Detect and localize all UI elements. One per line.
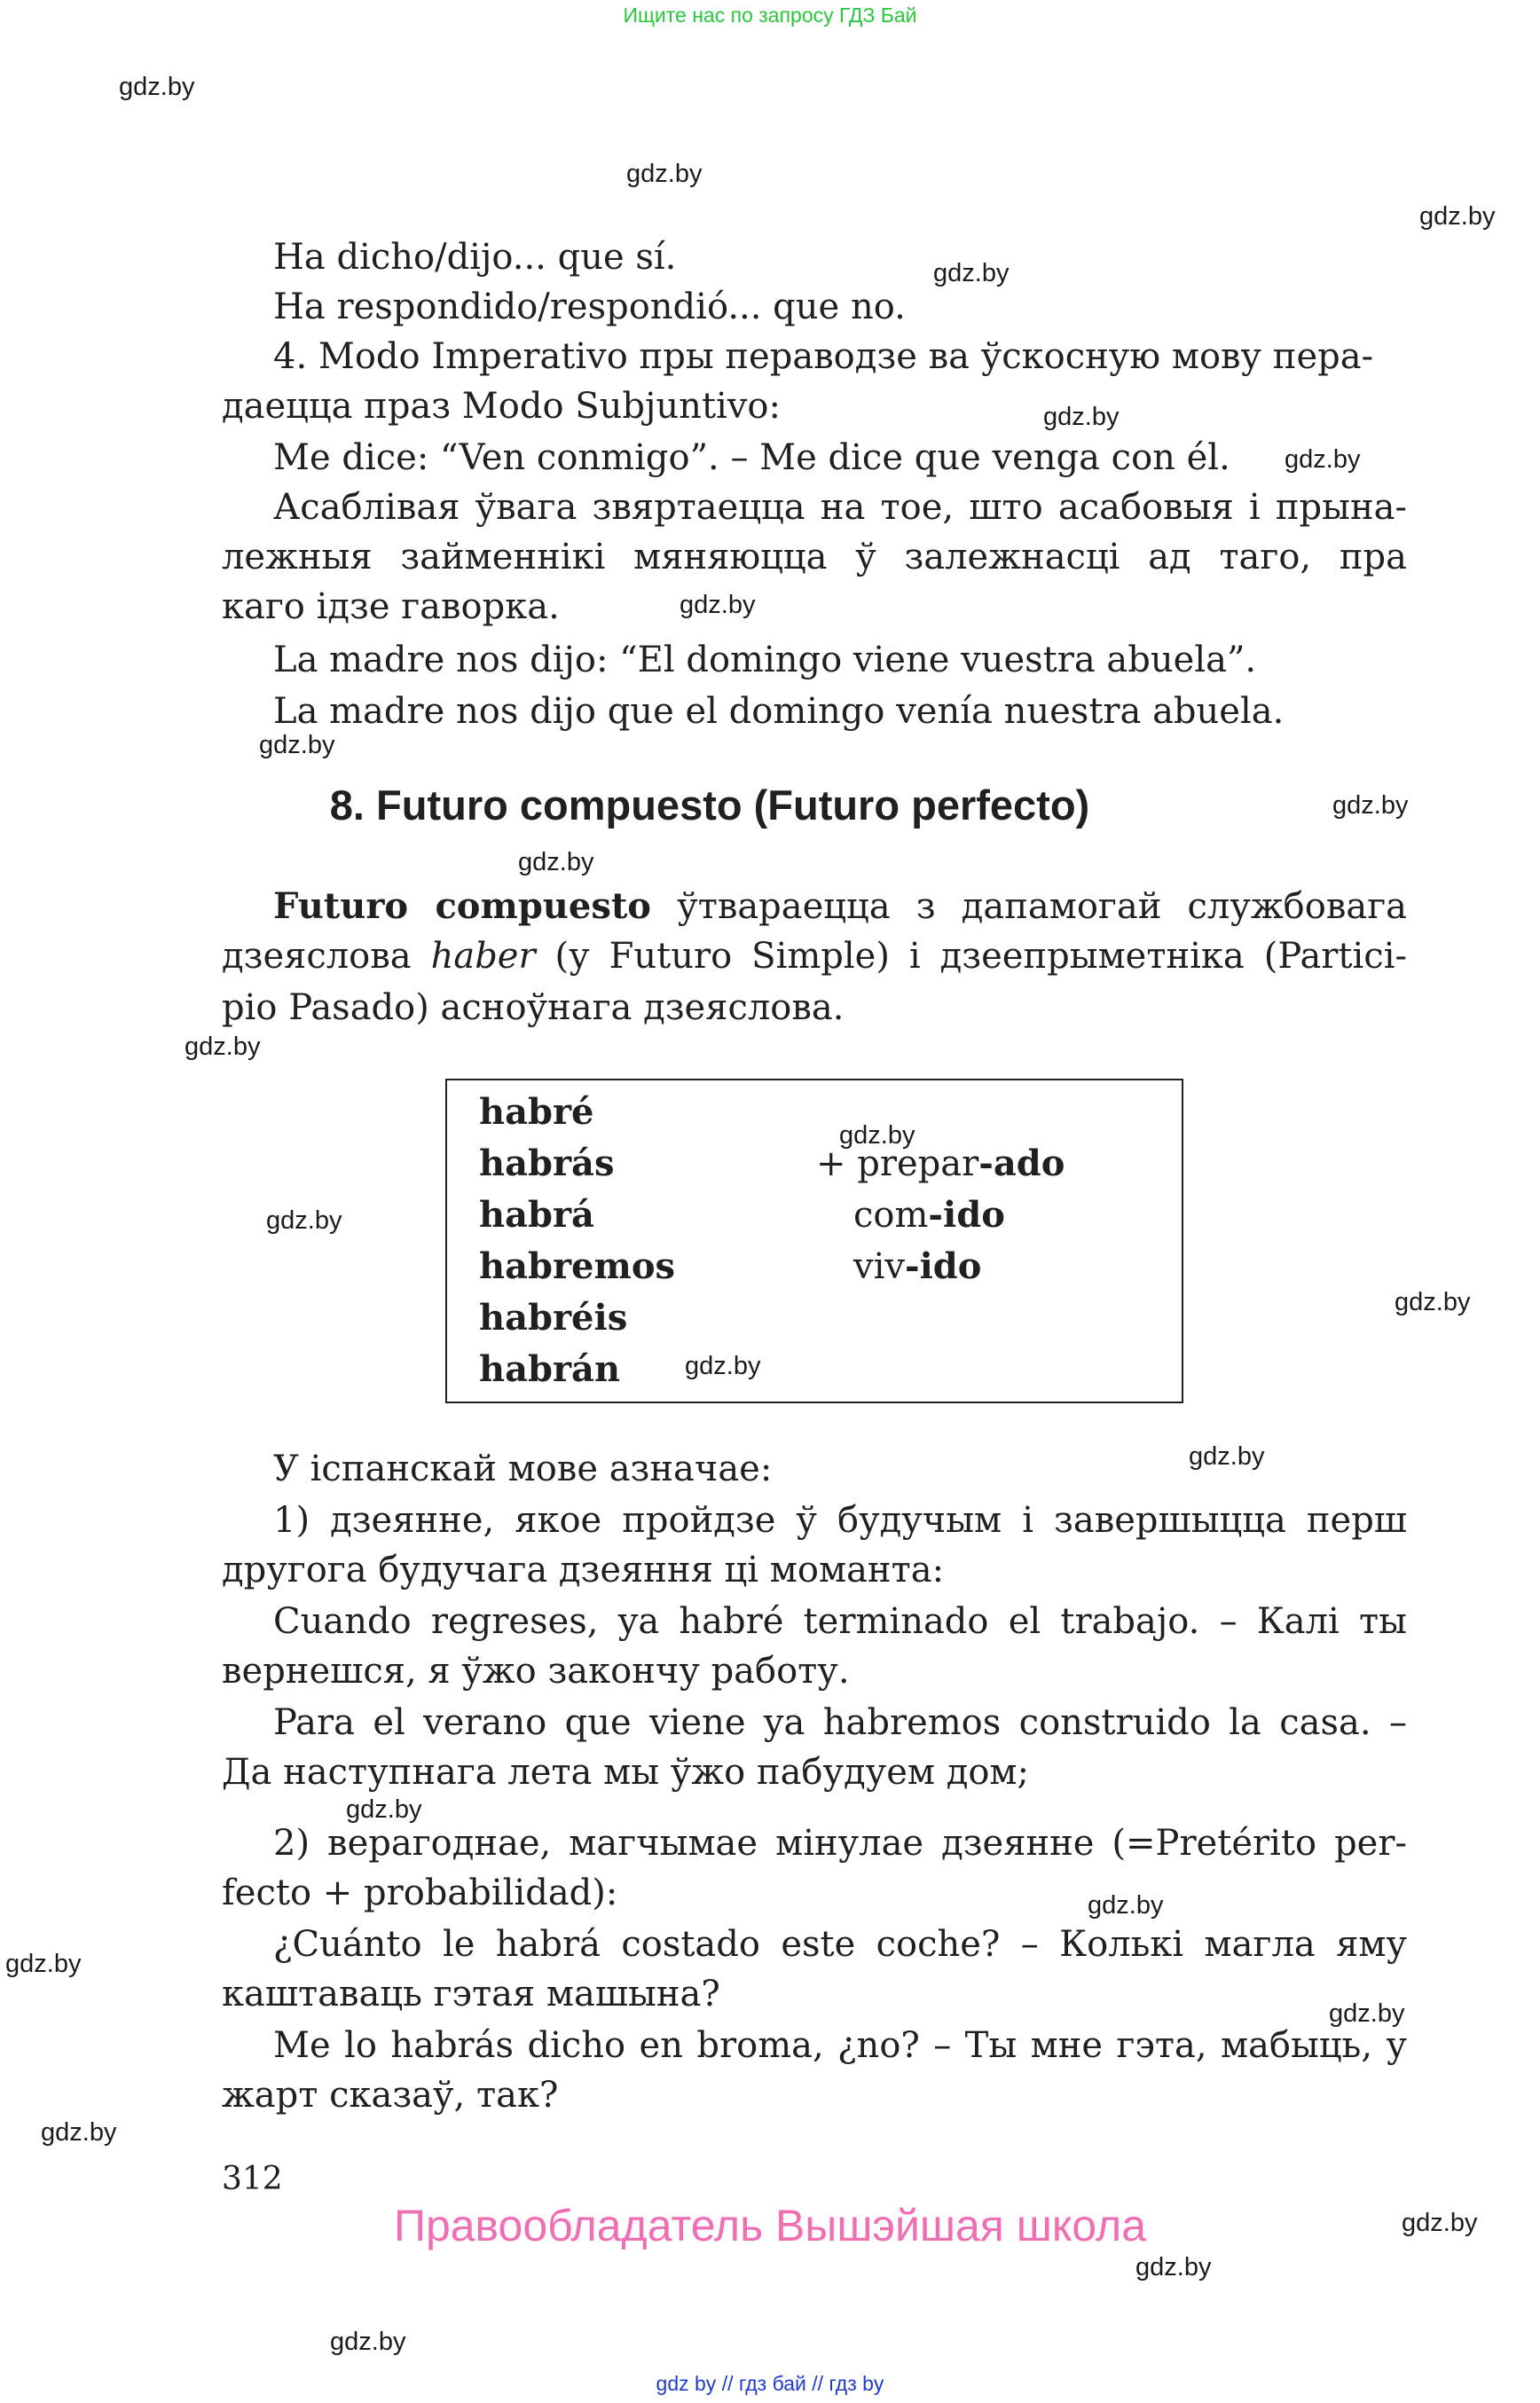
text-line: дзеяслова haber (у Futuro Simple) і дзеепрыметніка (Partici- [222,936,1408,977]
watermark: gdz.by [41,2118,117,2147]
page-number: 312 [222,2161,283,2197]
watermark: gdz.by [119,73,195,101]
watermark: gdz.by [1088,1891,1164,1920]
text-line: даецца праз Modo Subjuntivo: [222,386,781,427]
text-line: Para el verano que viene ya habremos construido la casa. – [273,1702,1407,1743]
table-form: habrán [479,1348,621,1390]
text-line: pio Pasado) асноўнага дзеяслова. [222,987,845,1028]
text-line: лежныя займеннікі мяняюцца ў залежнасці ад таго, пра [222,537,1407,577]
table-form: habréis [479,1297,628,1339]
text-line: 4. Modo Imperativo пры пераводзе ва ўскосную мову пера- [273,336,1374,377]
watermark: gdz.by [685,1352,761,1380]
table-participle: com-ido [853,1194,1005,1236]
table-form: habremos [479,1245,676,1287]
watermark: gdz.by [839,1121,915,1150]
watermark: gdz.by [1135,2253,1212,2281]
footer-links[interactable]: gdz by // гдз бай // гдз by [656,2372,884,2395]
text-line: La madre nos dijo: “El domingo viene vuestra abuela”. [273,640,1257,680]
watermark: gdz.by [1329,1999,1405,2028]
watermark: gdz.by [185,1033,261,1061]
text-line: Cuando regreses, ya habré terminado el trabajo. – Калі ты [273,1601,1407,1642]
text-line: Ha respondido/respondió... que no. [273,287,906,327]
text-line: La madre nos dijo que el domingo venía nuestra abuela. [273,691,1285,732]
text-line: fecto + probabilidad): [222,1873,618,1913]
text-line: 1) дзеянне, якое пройдзе ў будучым і завершыцца перш [273,1500,1407,1541]
watermark: gdz.by [1395,1288,1471,1316]
text-line: 2) верагоднае, магчымае мінулае дзеянне (=Pretérito per- [273,1823,1407,1864]
watermark: gdz.by [5,1950,82,1978]
watermark: gdz.by [518,848,594,876]
term-bold: Futuro compuesto [273,885,651,927]
table-form: habrás [479,1143,615,1184]
text-line: каго ідзе гаворка. [222,586,560,627]
table-form: habrá [479,1194,594,1236]
conjugation-table [445,1079,1183,1403]
text-line: другога будучага дзеяння ці моманта: [222,1550,945,1590]
section-heading: 8. Futuro compuesto (Futuro perfecto) [329,781,1090,828]
watermark: gdz.by [330,2328,406,2356]
table-form: habré [479,1091,594,1133]
watermark: gdz.by [1419,202,1496,231]
watermark: gdz.by [266,1206,342,1235]
text-line: Me dice: “Ven conmigo”. – Me dice que venga con él. [273,437,1230,478]
text-line: вернешся, я ўжо закончу работу. [222,1651,850,1692]
watermark: gdz.by [1043,403,1120,431]
watermark: gdz.by [933,259,1010,287]
text-line: Асаблівая ўвага звяртаецца на тое, што асабовыя і прына- [273,487,1407,528]
watermark: gdz.by [1402,2209,1478,2237]
watermark: gdz.by [259,731,335,759]
text-line: Futuro compuesto ўтвараецца з дапамогай службовага [273,885,1407,927]
watermark: gdz.by [1189,1442,1265,1471]
watermark: gdz.by [626,160,703,188]
table-participle: + prepar-ado [816,1143,1065,1184]
text-line: жарт сказаў, так? [222,2075,559,2116]
copyright-notice: Правообладатель Вышэйшая школа [394,2201,1146,2250]
text-line: У іспанскай мове азначае: [273,1449,773,1489]
text-line: Me lo habrás dicho en broma, ¿no? – Ты мне гэта, мабыць, у [273,2025,1407,2066]
watermark: gdz.by [1285,445,1361,474]
watermark: gdz.by [680,591,756,619]
top-banner[interactable]: Ищите нас по запросу ГДЗ Бай [623,4,917,27]
watermark: gdz.by [1332,791,1409,820]
term-italic: haber [430,936,536,977]
text-line: Ha dicho/dijo... que sí. [273,237,677,278]
text-line: ¿Cuánto le habrá costado este coche? – Колькі магла яму [273,1924,1407,1965]
watermark: gdz.by [346,1795,422,1824]
text-line: каштаваць гэтая машына? [222,1974,720,2014]
table-participle: viv-ido [853,1245,982,1287]
text-line: Да наступнага лета мы ўжо пабудуем дом; [222,1752,1029,1793]
